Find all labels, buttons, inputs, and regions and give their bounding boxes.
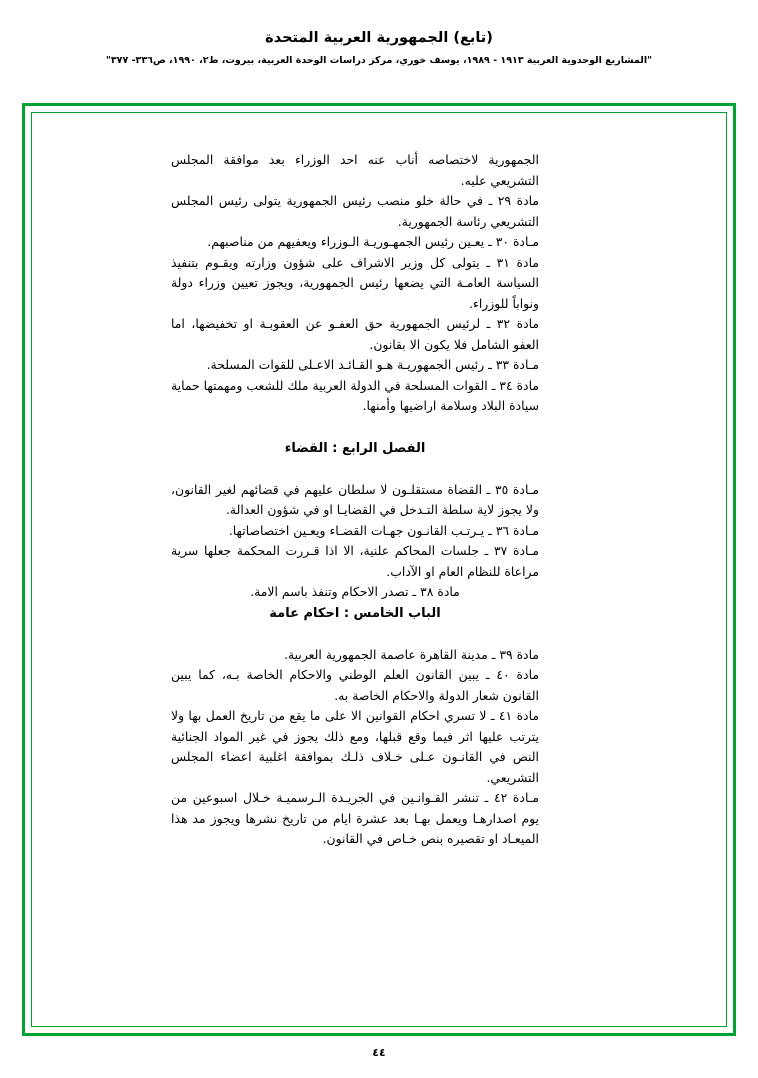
paragraph: مـادة ٤٢ ـ تنشر القـوانـين في الجريـدة الـرسميـة خـلال اسبوعين من يوم اصدارهـا ويعمل بهـا بعد عشرة ايام من تاريخ نشرها ويجوز مد هذا الميعـاد او تقصيره بنص خـاص في القانون. — [171, 790, 539, 846]
page-number: ٤٤ — [372, 1046, 386, 1059]
paragraph: مـادة ٣٧ ـ جلسات المحاكم علنية، الا اذا قـررت المحكمة جعلها سرية مراعاة للنظام العام او الآداب. — [171, 543, 539, 579]
paragraph: مادة ٣٢ ـ لرئيس الجمهورية حق العفـو عن العقوبـة او تخفيضها، اما العفو الشامل فلا يكون الا بقانون. — [171, 316, 539, 352]
document-body — [171, 150, 539, 850]
source-citation: "المشاريع الوحدوية العربية ١٩١٣ - ١٩٨٩، يوسف خوري، مركز دراسات الوحدة العربية، بيروت، ط٢، ١٩٩٠، ص٣٣٦- ٣٧٧" — [105, 55, 653, 66]
chapter-five-heading: الباب الخامس : احكام عامة — [269, 605, 441, 621]
spacer — [171, 459, 539, 480]
paragraph: الجمهورية لاختصاصه أناب عنه احد الوزراء بعد موافقة المجلس التشريعي عليه. — [171, 152, 539, 188]
paragraph: مادة ٤١ ـ لا تسري احكام القوانين الا على ما يقع من تاريخ العمل بها ولا يترتب عليها اثر فيما وقع قبلها، ومع ذلك يجوز في غير المواد الجنائية النص في القانـون عـلى خـلاف ذلـك بموافقة اغلبية اعضاء المجلس التشريعي. — [171, 708, 539, 785]
paragraph: مـادة ٣٦ ـ يـرتـب القانـون جهـات القضـاء ويعـين اختصاصاتها. — [228, 522, 539, 538]
paragraph: مادة ٣٩ ـ مدينة القاهرة عاصمة الجمهورية العربية. — [284, 646, 539, 662]
paragraph: مـادة ٣٣ ـ رئيس الجمهوريـة هـو القـائـد الاعـلى للقوات المسلحة. — [206, 357, 539, 372]
paragraph: مادة ٢٩ ـ في حالة خلو منصب رئيس الجمهورية يتولى رئيس المجلس التشريعي رئاسة الجمهورية. — [171, 193, 539, 229]
paragraph: مادة ٤٠ ـ يبين القانون العلم الوطني والاحكام الخاصة بـه، كما يبين القانون شعار الدولة والاحكام الخاصة به. — [171, 667, 539, 703]
spacer — [171, 624, 539, 645]
chapter-four-heading: الفصل الرابع : القضاء — [284, 440, 426, 456]
green-border-frame — [22, 103, 736, 1036]
spacer — [171, 417, 539, 438]
paragraph: مـادة ٣٠ ـ يعـين رئيس الجمهـوريـة الـوزراء ويعفيهم من مناصبهم. — [207, 234, 539, 249]
paragraph: مادة ٣٤ ـ القوات المسلحة في الدولة العربية ملك للشعب ومهمتها حماية سيادة البلاد وسلامة اراضيها وأمنها. — [171, 377, 539, 413]
paragraph: مادة ٣١ ـ يتولى كل وزير الاشراف على شؤون وزارته ويقـوم بتنفيذ السياسة العامـة التي يضعها رئيس الجمهورية، ويجوز تعيين وزراء دولة ونواباً للوزراء. — [171, 254, 539, 311]
paragraph: مادة ٣٨ ـ تصدر الاحكام وتنفذ باسم الامة. — [250, 584, 460, 599]
page-header — [0, 0, 758, 66]
paragraph: مـادة ٣٥ ـ القضاة مستقلـون لا سلطان عليهم في قضائهم لغير القانون، ولا يجوز لاية سلطة التـدخل في القضايـا او في شؤون العدالة. — [171, 481, 539, 517]
page-title: (تابع) الجمهورية العربية المتحدة — [265, 30, 493, 46]
